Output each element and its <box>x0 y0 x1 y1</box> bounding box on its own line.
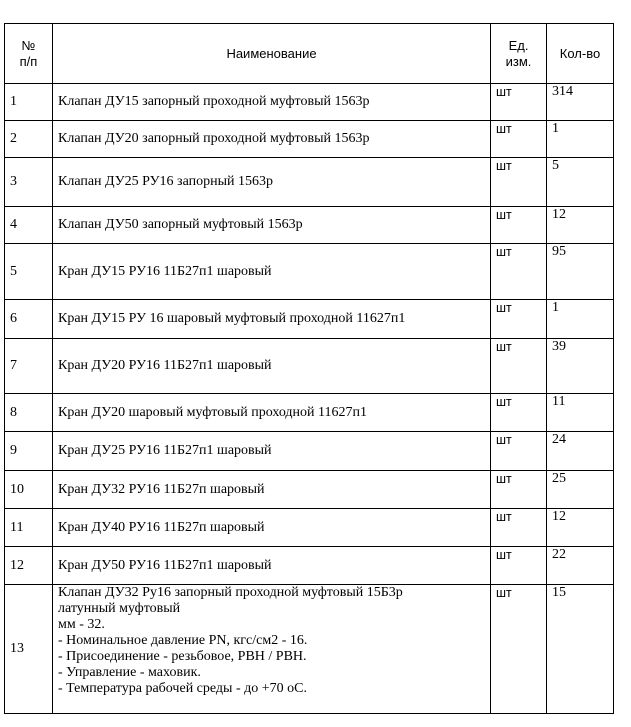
header-number <box>5 24 53 84</box>
row-name-line: - Номинальное давление PN, кгс/см2 - 16. <box>58 633 308 648</box>
row-name: Клапан ДУ25 РУ16 запорный 1563р <box>53 158 491 207</box>
row-number: 6 <box>5 300 53 339</box>
header-unit-line1: Ед. <box>508 37 529 53</box>
row-name: Клапан ДУ15 запорный проходной муфтовый 1563р <box>53 84 491 121</box>
header-number-line2: п/п <box>19 53 38 69</box>
table-row <box>5 471 614 509</box>
row-unit: шт <box>491 158 547 207</box>
row-quantity: 15 <box>547 585 614 714</box>
row-unit: шт <box>491 394 547 432</box>
row-number: 1 <box>5 84 53 121</box>
row-number: 7 <box>5 339 53 394</box>
row-number: 9 <box>5 432 53 471</box>
table-row <box>5 121 614 158</box>
table-row <box>5 244 614 300</box>
row-name: Кран ДУ15 РУ16 11Б27п1 шаровый <box>53 244 491 300</box>
row-name-line: латунный муфтовый <box>58 601 181 616</box>
row-name-line: мм - 32. <box>58 617 105 632</box>
row-unit: шт <box>491 207 547 244</box>
header-unit <box>491 24 547 84</box>
header-quantity: Кол-во <box>547 24 614 84</box>
row-number: 12 <box>5 547 53 585</box>
header-name: Наименование <box>53 24 491 84</box>
header-number-line1: № <box>21 37 36 53</box>
table-row <box>5 339 614 394</box>
row-name: Кран ДУ40 РУ16 11Б27п шаровый <box>53 509 491 547</box>
row-unit: шт <box>491 585 547 714</box>
row-name: Кран ДУ15 РУ 16 шаровый муфтовый проходной 11627п1 <box>53 300 491 339</box>
row-unit: шт <box>491 300 547 339</box>
row-number: 8 <box>5 394 53 432</box>
row-unit: шт <box>491 339 547 394</box>
table-row <box>5 432 614 471</box>
row-name: Кран ДУ32 РУ16 11Б27п шаровый <box>53 471 491 509</box>
row-quantity: 95 <box>547 244 614 300</box>
row-number: 10 <box>5 471 53 509</box>
table-row <box>5 300 614 339</box>
row-unit: шт <box>491 471 547 509</box>
row-number: 3 <box>5 158 53 207</box>
row-name: Клапан ДУ20 запорный проходной муфтовый 1563р <box>53 121 491 158</box>
row-quantity: 24 <box>547 432 614 471</box>
row-name-multiline <box>53 585 491 714</box>
row-unit: шт <box>491 244 547 300</box>
table-row <box>5 394 614 432</box>
row-quantity: 25 <box>547 471 614 509</box>
row-quantity: 1 <box>547 300 614 339</box>
table-row <box>5 158 614 207</box>
row-name-line: Клапан ДУ32 Ру16 запорный проходной муфтовый 15Б3р <box>58 585 403 600</box>
row-name: Кран ДУ50 РУ16 11Б27п1 шаровый <box>53 547 491 585</box>
row-unit: шт <box>491 547 547 585</box>
row-name-line: - Управление - маховик. <box>58 665 201 680</box>
row-quantity: 12 <box>547 207 614 244</box>
row-unit: шт <box>491 121 547 158</box>
row-quantity: 314 <box>547 84 614 121</box>
row-quantity: 22 <box>547 547 614 585</box>
row-number: 11 <box>5 509 53 547</box>
row-quantity: 5 <box>547 158 614 207</box>
specification-table <box>4 23 614 714</box>
table-header-row <box>5 24 614 84</box>
table-row <box>5 585 614 714</box>
row-name: Кран ДУ20 РУ16 11Б27п1 шаровый <box>53 339 491 394</box>
row-name-line: - Присоединение - резьбовое, РВН / РВН. <box>58 649 307 664</box>
row-number: 5 <box>5 244 53 300</box>
row-quantity: 39 <box>547 339 614 394</box>
row-quantity: 12 <box>547 509 614 547</box>
table-row <box>5 207 614 244</box>
row-name-line: - Температура рабочей среды - до +70 оС. <box>58 681 307 696</box>
row-number: 13 <box>5 585 53 714</box>
row-name: Клапан ДУ50 запорный муфтовый 1563р <box>53 207 491 244</box>
table-row <box>5 509 614 547</box>
row-name: Кран ДУ25 РУ16 11Б27п1 шаровый <box>53 432 491 471</box>
row-name: Кран ДУ20 шаровый муфтовый проходной 11627п1 <box>53 394 491 432</box>
row-unit: шт <box>491 432 547 471</box>
row-unit: шт <box>491 509 547 547</box>
row-quantity: 1 <box>547 121 614 158</box>
row-number: 2 <box>5 121 53 158</box>
row-unit: шт <box>491 84 547 121</box>
table-row <box>5 84 614 121</box>
header-unit-line2: изм. <box>505 53 532 69</box>
table-row <box>5 547 614 585</box>
row-number: 4 <box>5 207 53 244</box>
row-quantity: 11 <box>547 394 614 432</box>
